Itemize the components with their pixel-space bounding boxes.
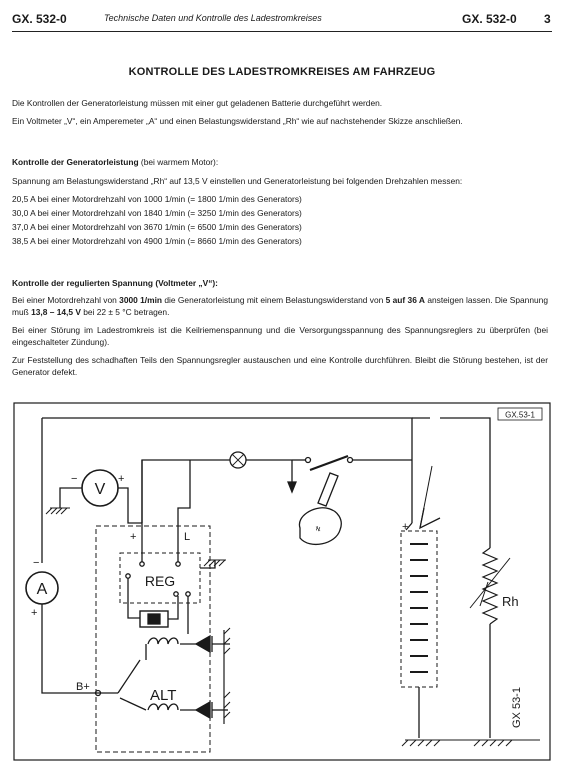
regulator-wires — [142, 548, 215, 568]
figure-ref: GX.53-1 — [505, 410, 535, 420]
p1-rpm: 3000 1/min — [119, 295, 163, 305]
reg-contact-5 — [186, 592, 190, 596]
lamp-feed-wire — [142, 460, 230, 523]
measurement-row-1: 20,5 A bei einer Motordrehzahl von 1000 1/min (= 1800 1/min des Generators) — [12, 194, 302, 204]
page-heading: KONTROLLE DES LADESTROMKREISES AM FAHRZEUG — [128, 66, 436, 78]
p1-text-c: die Generatorleistung mit einem Belastungswiderstand von — [162, 295, 386, 305]
diagram-frame — [14, 403, 550, 760]
terminal-l-label: L — [184, 531, 191, 543]
doc-code-right: GX. 532-0 — [462, 12, 517, 26]
brush-wire-right — [168, 596, 178, 619]
measurement-row-4: 38,5 A bei einer Motordrehzahl von 4900 1/min (= 8660 1/min des Generators) — [12, 236, 302, 246]
intro-paragraph-1: Die Kontrollen der Generatorleistung müssen mit einer gut geladenen Batterie durchgeführt werden. — [12, 98, 383, 108]
section1-title — [12, 157, 548, 169]
ammeter-plus: + — [31, 607, 38, 619]
reg-contact-4 — [174, 592, 178, 596]
voltmeter-ground-wire — [60, 488, 82, 508]
voltmeter-label: V — [94, 481, 106, 498]
page-number: 3 — [544, 12, 551, 26]
key-mark: ≠ — [312, 524, 324, 533]
ground-bar — [402, 740, 540, 746]
section2-title: Kontrolle der regulierten Spannung (Voltmeter „V“): — [12, 278, 218, 288]
generator-enclosure — [96, 526, 210, 752]
brush-wire-left — [128, 578, 140, 618]
measurement-row-3: 37,0 A bei einer Motordrehzahl von 3670 1/min (= 6500 1/min des Generators) — [12, 222, 302, 232]
alt-b-wire — [118, 660, 140, 693]
section1-title-bold: Kontrolle der Generatorleistung — [12, 157, 139, 167]
load-resistor — [483, 548, 497, 624]
terminal-l-wire — [142, 460, 190, 523]
brush-rotor — [148, 614, 160, 624]
key-shaft — [318, 473, 338, 506]
terminal-b-label: B+ — [76, 681, 90, 693]
section2-paragraph-2: Bei einer Störung im Ladestromkreis ist die Keilriemenspannung und die Versorgungsspannung des Spannungsreglers zu überprüfen (bei eingeschalteter Zündung). — [12, 325, 548, 347]
diode-top — [196, 636, 212, 652]
resistor-label: Rh — [502, 594, 519, 609]
alternator-label: ALT — [150, 687, 177, 704]
p1-voltage-range: 13,8 – 14,5 V — [31, 306, 81, 317]
section1-title-rest: (bei warmem Motor): — [138, 157, 219, 167]
reg-contact-3 — [176, 562, 180, 566]
ammeter-label: A — [36, 581, 48, 598]
lamp-cross — [232, 454, 243, 465]
reg-contact-2 — [140, 562, 144, 566]
page-header — [12, 12, 552, 32]
diode-bottom — [196, 702, 212, 718]
battery-cells — [410, 544, 428, 672]
wiring-diagram — [0, 398, 564, 765]
intro-paragraph-2: Ein Voltmeter „V“, ein Amperemeter „A“ und einen Belastungswiderstand „Rh“ wie auf nachstehender Skizze anschließen. — [12, 116, 463, 126]
section1-instruction: Spannung am Belastungswiderstand „Rh“ auf 13,5 V einstellen und Generatorleistung bei folgenden Drehzahlen messen: — [12, 176, 463, 186]
ammeter-minus: − — [33, 557, 40, 569]
voltmeter-minus: − — [71, 473, 78, 485]
rh-feed-wire — [412, 418, 490, 548]
ammeter-to-b-wire — [42, 604, 118, 693]
battery-arrow-head — [420, 508, 440, 528]
ground-symbol-1 — [46, 508, 70, 514]
switch-contact-a — [306, 458, 311, 463]
coil-top-wires — [146, 644, 196, 660]
p1-text-a: Bei einer Motordrehzahl von — [12, 295, 120, 305]
voltmeter-plus-wire — [118, 488, 142, 523]
p1-text-e: ansteigen lassen. Die Spannung muß — [12, 295, 548, 317]
stator-coil-top — [148, 638, 178, 644]
header-rule — [12, 31, 552, 32]
diode-ground-hatch — [224, 628, 230, 718]
measurement-row-2: 30,0 A bei einer Motordrehzahl von 1840 1/min (= 3250 1/min des Generators) — [12, 208, 302, 218]
section2-paragraph-1 — [12, 295, 548, 318]
terminal-plus-label: + — [130, 531, 137, 543]
stator-coil-bottom — [148, 704, 178, 710]
section2-paragraph-3: Zur Feststellung des schadhaften Teils den Spannungsregler austauschen und eine Kontrolle durchführen. Bleibt die Störung bestehen, ist der Generator defekt. — [12, 355, 548, 377]
diagram-side-label: GX 53-1 — [511, 687, 523, 728]
header-title: Technische Daten und Kontrolle des Ladestromkreises — [104, 13, 322, 23]
doc-code-left: GX. 532-0 — [12, 12, 67, 26]
p1-text-g: bei 22 ± 5 °C betragen. — [80, 306, 170, 317]
regulator-label: REG — [144, 573, 176, 589]
key-head — [299, 508, 341, 545]
battery-plus: + — [402, 521, 409, 533]
p1-current-range: 5 auf 36 A — [385, 295, 425, 305]
arrow-down — [288, 482, 296, 492]
switch-contact-b — [348, 458, 353, 463]
voltmeter-plus: + — [118, 473, 125, 485]
reg-contact-1 — [126, 574, 130, 578]
switch-lever — [310, 456, 348, 470]
